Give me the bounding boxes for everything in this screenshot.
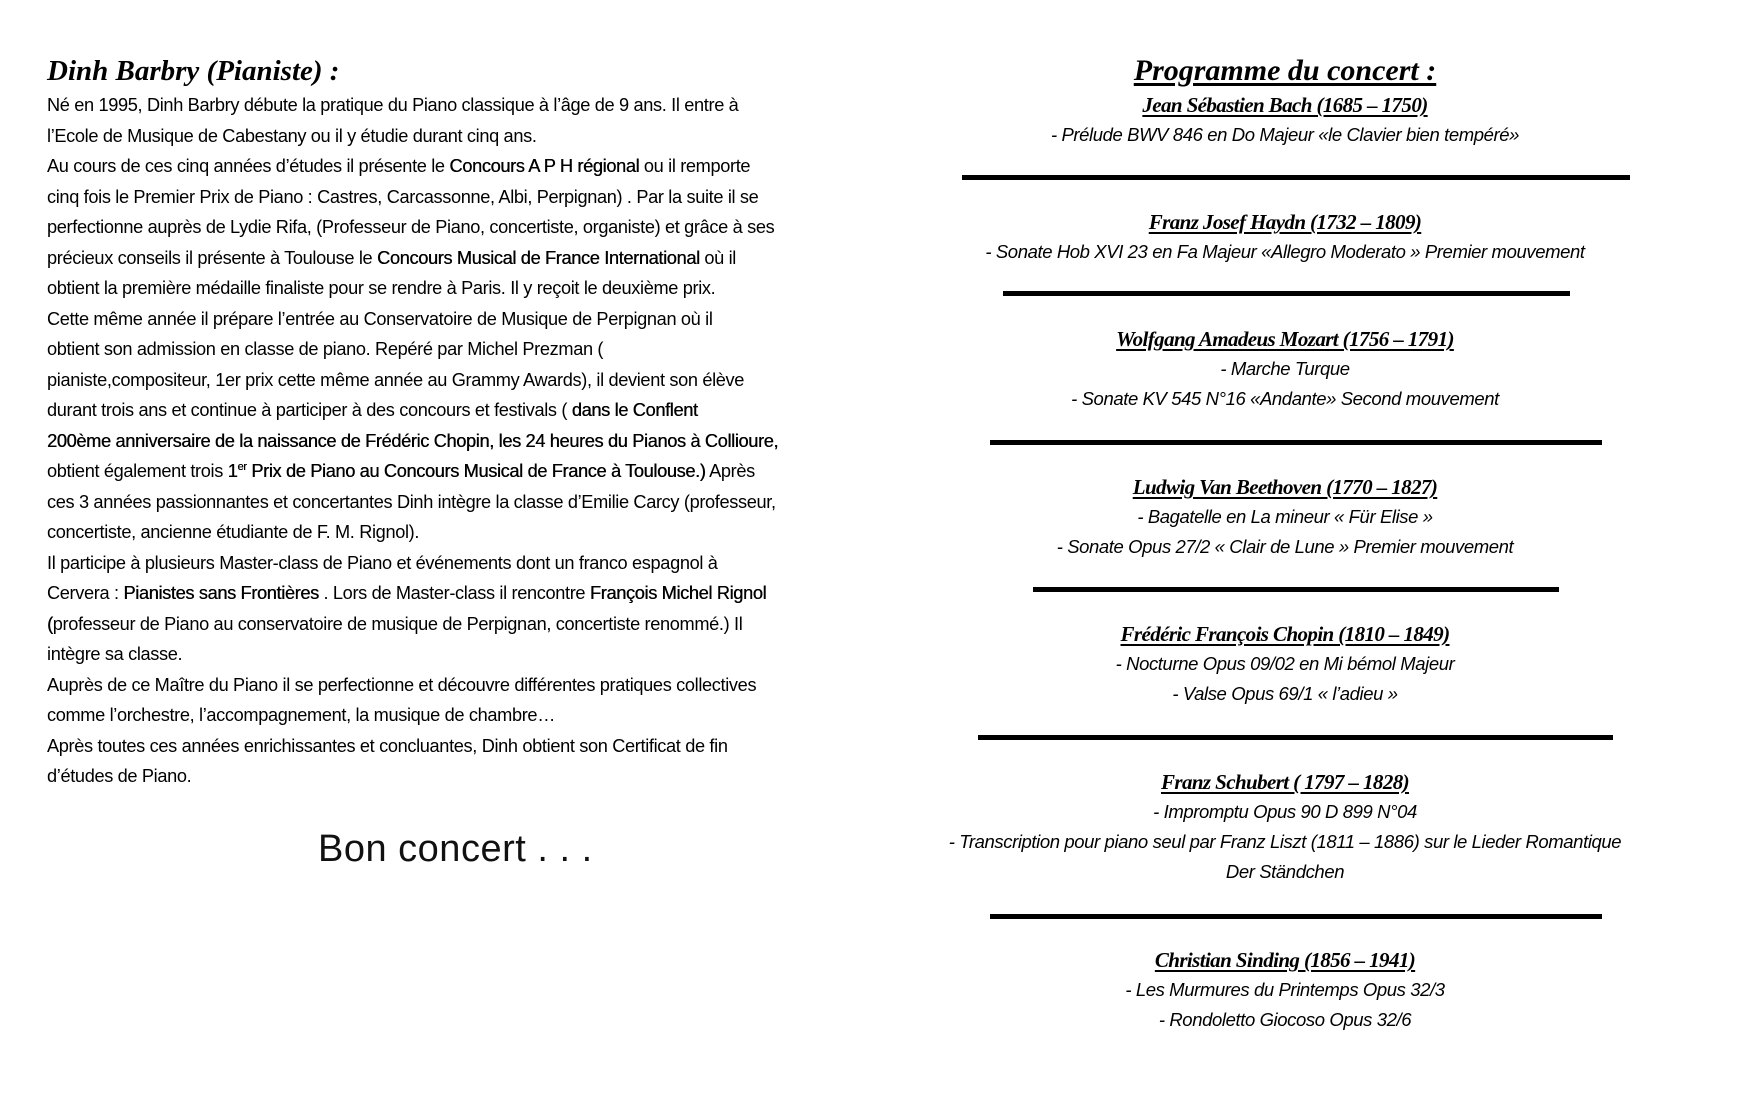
biography-text-run: Auprès de ce Maître du Piano il se perfectionne et découvre différentes pratiques collectives xyxy=(47,674,757,695)
biography-emphasis: er xyxy=(237,461,247,473)
section-divider xyxy=(1003,291,1570,296)
biography-text-run: concertiste, ancienne étudiante de F. M. Rignol). xyxy=(47,522,420,542)
biography-text-run: cinq fois le Premier Prix de Piano : Castres, Carcassonne, Albi, Perpignan) . Par la suite il se xyxy=(47,186,759,207)
programme-piece: - Sonate Hob XVI 23 en Fa Majeur «Allegro Moderato » Premier mouvement xyxy=(985,241,1585,262)
biography-text-run: d’études de Piano. xyxy=(47,766,192,786)
programme-piece: - Impromptu Opus 90 D 899 N°04 xyxy=(1153,801,1417,822)
programme-piece: - Valse Opus 69/1 « l’adieu » xyxy=(1172,683,1398,704)
biography-text-run: comme l’orchestre, l’accompagnement, la musique de chambre… xyxy=(47,705,556,725)
biography-emphasis: ( xyxy=(47,613,53,634)
biography-text-run: Après toutes ces années enrichissantes et concluantes, Dinh obtient son Certificat de fin xyxy=(47,735,728,756)
biography-text-run: professeur de Piano au conservatoire de musique de Perpignan, concertiste renommé.) Il xyxy=(52,613,743,634)
biography-text-run: ces 3 années passionnantes et concertantes Dinh intègre la classe d’Emilie Carcy (professeur, xyxy=(47,491,776,512)
programme-piece: - Marche Turque xyxy=(1220,358,1350,379)
section-divider xyxy=(1033,587,1559,592)
section-divider xyxy=(990,440,1602,445)
programme-title: Programme du concert : xyxy=(1133,54,1437,87)
biography-emphasis: 1 xyxy=(227,461,238,481)
section-divider xyxy=(990,914,1602,919)
section-divider xyxy=(978,735,1613,740)
programme-piece: Der Ständchen xyxy=(1225,861,1345,882)
biography-text-run: Né en 1995, Dinh Barbry débute la pratique du Piano classique à l’âge de 9 ans. Il entre à xyxy=(47,95,739,115)
composer-heading: Ludwig Van Beethoven (1770 – 1827) xyxy=(1132,475,1438,499)
closing-message: Bon concert . . . xyxy=(318,828,593,870)
biography-text-run: pianiste,compositeur, 1er prix cette même année au Grammy Awards), il devient son élève xyxy=(47,369,745,390)
composer-heading: Jean Sébastien Bach (1685 – 1750) xyxy=(1142,93,1428,117)
biography-text-run: précieux conseils il présente à Toulouse le xyxy=(47,247,378,268)
biography-text-run: Cette même année il prépare l’entrée au Conservatoire de Musique de Perpignan où il xyxy=(47,308,713,329)
composer-heading: Wolfgang Amadeus Mozart (1756 – 1791) xyxy=(1116,327,1454,351)
biography-text-run: Après xyxy=(705,461,755,481)
biography-emphasis: François Michel Rignol xyxy=(589,583,767,603)
biography-emphasis: 200ème anniversaire de la naissance de Frédéric Chopin, les 24 heures du Pianos à Collioure, xyxy=(47,430,779,451)
biography-text-run: ou il remporte xyxy=(639,156,751,176)
programme-piece: - Bagatelle en La mineur « Für Elise » xyxy=(1137,506,1433,527)
section-divider xyxy=(962,175,1630,180)
biography-emphasis: Prix de Piano au Concours Musical de France à Toulouse.) xyxy=(246,461,706,481)
biography-text-run: l’Ecole de Musique de Cabestany ou il y étudie durant cinq ans. xyxy=(47,125,537,146)
biography-text-run: intègre sa classe. xyxy=(47,644,183,664)
biography-title: Dinh Barbry (Pianiste) : xyxy=(47,55,340,87)
programme-piece: - Les Murmures du Printemps Opus 32/3 xyxy=(1125,979,1445,1000)
biography-text-run: obtient son admission en classe de piano. Repéré par Michel Prezman ( xyxy=(47,339,604,359)
biography-text-run: durant trois ans et continue à participer à des concours et festivals ( xyxy=(47,400,572,420)
biography-emphasis: dans le Conflent xyxy=(571,400,698,420)
biography-text-run: . Lors de Master-class il rencontre xyxy=(318,583,590,603)
programme-piece: - Sonate Opus 27/2 « Clair de Lune » Premier mouvement xyxy=(1056,536,1514,557)
biography-text-run: où il xyxy=(699,247,736,268)
biography-text-run: Cervera : xyxy=(47,583,124,603)
biography-text-run: Au cours de ces cinq années d’études il présente le xyxy=(47,156,450,176)
programme-piece: - Transcription pour piano seul par Franz Liszt (1811 – 1886) sur le Lieder Romantique xyxy=(948,831,1622,852)
biography-emphasis: Pianistes sans Frontières xyxy=(123,583,319,603)
programme-piece: - Sonate KV 545 N°16 «Andante» Second mouvement xyxy=(1071,388,1499,409)
programme-piece: - Nocturne Opus 09/02 en Mi bémol Majeur xyxy=(1115,653,1455,674)
biography-text-run: perfectionne auprès de Lydie Rifa, (Professeur de Piano, concertiste, organiste) et grâce à ses xyxy=(47,217,775,237)
programme-piece: - Rondoletto Giocoso Opus 32/6 xyxy=(1158,1009,1412,1030)
biography-text-run: obtient la première médaille finaliste pour se rendre à Paris. Il y reçoit le deuxième prix. xyxy=(47,278,716,298)
programme-piece: - Prélude BWV 846 en Do Majeur «le Clavier bien tempéré» xyxy=(1050,124,1520,145)
composer-heading: Franz Schubert ( 1797 – 1828) xyxy=(1160,770,1410,794)
biography-emphasis: Concours A P H régional xyxy=(449,156,640,176)
biography-text-run: obtient également trois xyxy=(47,461,228,481)
biography-text-run: Il participe à plusieurs Master-class de Piano et événements dont un franco espagnol à xyxy=(47,552,718,573)
composer-heading: Frédéric François Chopin (1810 – 1849) xyxy=(1120,622,1450,646)
composer-heading: Christian Sinding (1856 – 1941) xyxy=(1154,948,1416,972)
biography-emphasis: Concours Musical de France International xyxy=(377,247,700,268)
composer-heading: Franz Josef Haydn (1732 – 1809) xyxy=(1148,210,1422,234)
